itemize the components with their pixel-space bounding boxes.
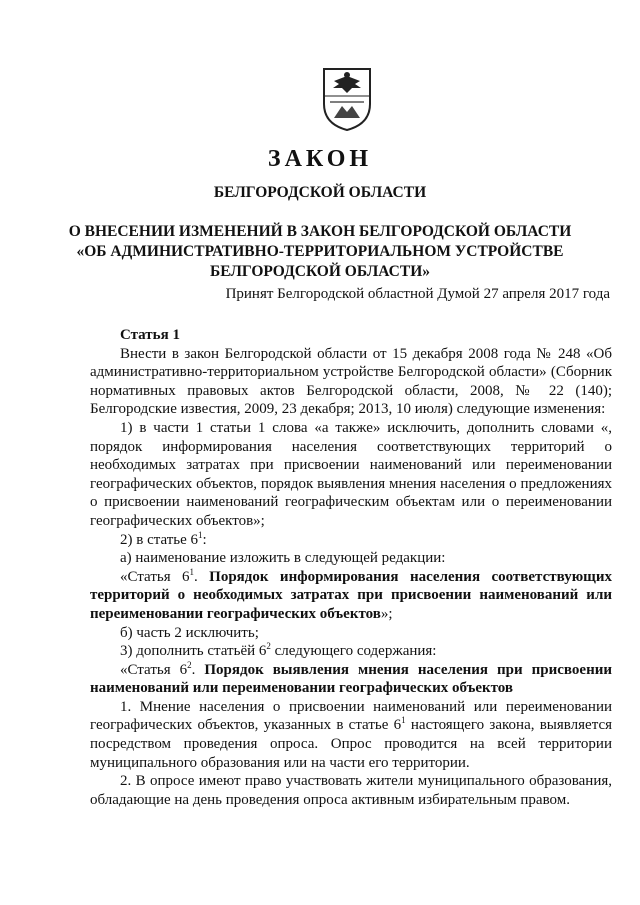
intro-paragraph: Внести в закон Белгородской области от 15 декабря 2008 года № 248 «Об административно-территориальном устройстве Белгородской области» (Сборник нормативных правовых актов Белгородской области, 2008, № 22 (140); Белгородские известия, 2009, 23 декабря; 2013, 10 июля) следующие изменения: <box>90 345 612 418</box>
item-2b: б) часть 2 исключить; <box>120 624 259 641</box>
document-body <box>90 326 612 809</box>
document-subject <box>0 222 640 282</box>
belgorod-coat-of-arms-icon <box>320 66 374 132</box>
item-3: 3) дополнить статьёй $6^2$ следующего содержания: <box>120 641 437 660</box>
paragraph-1: 1. Мнение населения о присвоении наименований или переименовании географических объектов, указанных в статье $6^1$ настоящего закона, выявляется посредством проведения опроса. Опрос проводится на всей территории муниципального образования или на части его территории. <box>90 698 613 771</box>
item-2: 2) в статье $6^1$: <box>120 529 207 548</box>
subject-line: О ВНЕСЕНИИ ИЗМЕНЕНИЙ В ЗАКОН БЕЛГОРОДСКОЙ ОБЛАСТИ <box>68 223 572 240</box>
document-title: ЗАКОН <box>267 146 373 172</box>
subject-line: «ОБ АДМИНИСТРАТИВНО-ТЕРРИТОРИАЛЬНОМ УСТРОЙСТВЕ <box>76 243 564 260</box>
item-2a: а) наименование изложить в следующей редакции: <box>120 550 446 567</box>
item-1: 1) в части 1 статьи 1 слова «а также» исключить, дополнить словами «, порядок информирования населения соответствующих территорий о необходимых затратах при присвоении наименований или переименовании географических объектов, порядок выявления мнения населения о предложениях о присвоении наименований географическим объектам или о переименовании географических объектов»; <box>90 419 612 529</box>
article-heading: Статья 1 <box>120 327 180 343</box>
subject-line: БЕЛГОРОДСКОЙ ОБЛАСТИ» <box>209 263 431 280</box>
paragraph-2: 2. В опросе имеют право участвовать жители муниципального образования, обладающие на день проведения опроса активным избирательным правом. <box>90 773 612 808</box>
adoption-note: Принят Белгородской областной Думой 27 апреля 2017 года <box>225 286 610 302</box>
item-3-quote: «Статья $6^2$. Порядок выявления мнения населения при присвоении наименований или переименовании географических объектов <box>90 659 612 697</box>
document-region: БЕЛГОРОДСКОЙ ОБЛАСТИ <box>213 184 427 201</box>
item-2a-quote: «Статья $6^1$. Порядок информирования населения соответствующих территорий о необходимых затратах при присвоении наименований или переименовании географических объектов»; <box>90 566 612 622</box>
